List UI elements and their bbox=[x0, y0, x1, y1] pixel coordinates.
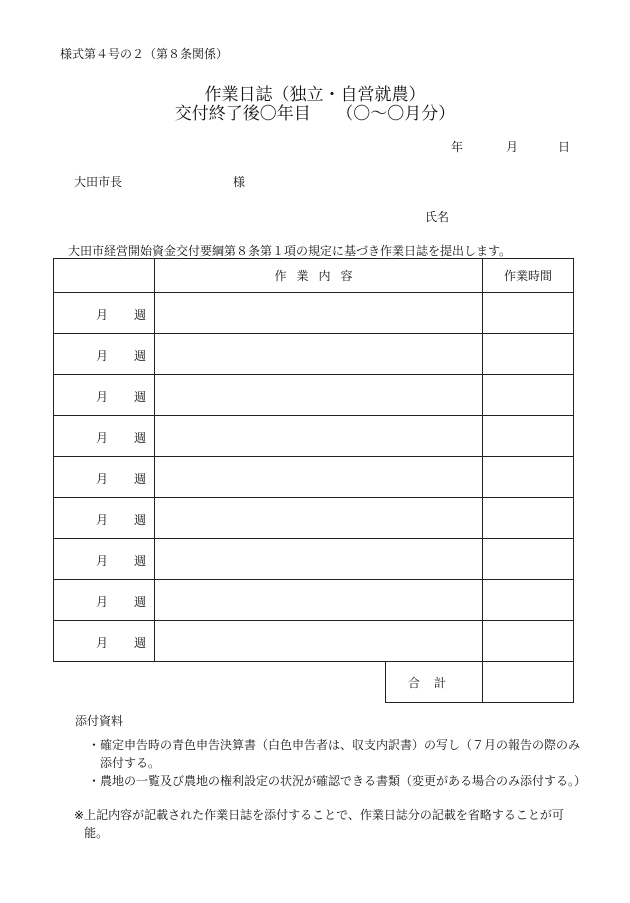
period-cell bbox=[54, 621, 155, 662]
table-header-row bbox=[54, 259, 574, 293]
table-row bbox=[54, 498, 574, 539]
total-label: 合計 bbox=[386, 662, 483, 703]
header-time: 作業時間 bbox=[483, 259, 574, 293]
month-label: 月 bbox=[96, 349, 109, 363]
table-row bbox=[54, 293, 574, 334]
month-label: 月 bbox=[96, 308, 109, 322]
submission-statement: 大田市経営開始資金交付要綱第８条第１項の規定に基づき作業日誌を提出します。 bbox=[68, 244, 512, 258]
total-spacer bbox=[54, 662, 386, 703]
month-label: 月 bbox=[96, 390, 109, 404]
table-row bbox=[54, 580, 574, 621]
period-cell bbox=[54, 416, 155, 457]
work-time-cell[interactable] bbox=[483, 580, 574, 621]
week-label: 週 bbox=[134, 513, 147, 527]
header-period-cell bbox=[54, 259, 155, 293]
attachments-title: 添付資料 bbox=[75, 714, 124, 728]
work-content-cell[interactable] bbox=[155, 416, 483, 457]
period-cell bbox=[54, 498, 155, 539]
period-cell bbox=[54, 580, 155, 621]
total-time-cell[interactable] bbox=[483, 662, 574, 703]
note-text: 上記内容が記載された作業日誌を添付することで、作業日誌分の記載を省略することが可能。 bbox=[84, 808, 564, 840]
attachment-item bbox=[88, 772, 587, 790]
week-label: 週 bbox=[134, 554, 147, 568]
month-label: 月 bbox=[96, 595, 109, 609]
work-time-cell[interactable] bbox=[483, 457, 574, 498]
applicant-name-label: 氏名 bbox=[425, 210, 450, 224]
header-content: 作業内容 bbox=[155, 259, 483, 293]
note-mark: ※ bbox=[74, 808, 85, 822]
addressee-honorific: 様 bbox=[233, 175, 246, 189]
work-log-table bbox=[53, 258, 574, 703]
month-label: 月 bbox=[96, 431, 109, 445]
bullet-mark: ・ bbox=[88, 774, 101, 788]
work-content-cell[interactable] bbox=[155, 498, 483, 539]
work-content-cell[interactable] bbox=[155, 334, 483, 375]
work-time-cell[interactable] bbox=[483, 416, 574, 457]
bullet-mark: ・ bbox=[88, 738, 101, 752]
document-subtitle: 交付終了後〇年目 （〇～〇月分） bbox=[174, 104, 456, 124]
date-year-label: 年 bbox=[451, 140, 464, 154]
date-day-label: 日 bbox=[558, 140, 571, 154]
work-time-cell[interactable] bbox=[483, 334, 574, 375]
work-content-cell[interactable] bbox=[155, 457, 483, 498]
week-label: 週 bbox=[134, 390, 147, 404]
period-cell bbox=[54, 293, 155, 334]
period-cell bbox=[54, 375, 155, 416]
month-label: 月 bbox=[96, 472, 109, 486]
attachment-item bbox=[88, 736, 583, 772]
month-label: 月 bbox=[96, 513, 109, 527]
work-content-cell[interactable] bbox=[155, 539, 483, 580]
period-cell bbox=[54, 539, 155, 580]
form-number: 様式第４号の２（第８条関係） bbox=[60, 47, 229, 61]
period-cell bbox=[54, 334, 155, 375]
document-title: 作業日誌（独立・自営就農） bbox=[204, 85, 426, 105]
week-label: 週 bbox=[134, 431, 147, 445]
table-row bbox=[54, 457, 574, 498]
work-content-cell[interactable] bbox=[155, 580, 483, 621]
table-row bbox=[54, 375, 574, 416]
work-time-cell[interactable] bbox=[483, 293, 574, 334]
week-label: 週 bbox=[134, 349, 147, 363]
table-row bbox=[54, 621, 574, 662]
table-row bbox=[54, 334, 574, 375]
work-time-cell[interactable] bbox=[483, 498, 574, 539]
work-content-cell[interactable] bbox=[155, 375, 483, 416]
date-month-label: 月 bbox=[506, 140, 519, 154]
week-label: 週 bbox=[134, 308, 147, 322]
attachment-note bbox=[74, 806, 579, 842]
month-label: 月 bbox=[96, 554, 109, 568]
work-time-cell[interactable] bbox=[483, 621, 574, 662]
total-row bbox=[54, 662, 574, 703]
month-label: 月 bbox=[96, 636, 109, 650]
table-row bbox=[54, 416, 574, 457]
table-row bbox=[54, 539, 574, 580]
period-cell bbox=[54, 457, 155, 498]
work-time-cell[interactable] bbox=[483, 375, 574, 416]
addressee-name: 大田市長 bbox=[74, 175, 123, 189]
attachment-item-text: 確定申告時の青色申告決算書（白色申告者は、収支内訳書）の写し（７月の報告の際のみ添付する。 bbox=[100, 738, 581, 770]
week-label: 週 bbox=[134, 636, 147, 650]
week-label: 週 bbox=[134, 595, 147, 609]
week-label: 週 bbox=[134, 472, 147, 486]
work-time-cell[interactable] bbox=[483, 539, 574, 580]
work-content-cell[interactable] bbox=[155, 621, 483, 662]
work-content-cell[interactable] bbox=[155, 293, 483, 334]
attachment-item-text: 農地の一覧及び農地の権利設定の状況が確認できる書類（変更がある場合のみ添付する。） bbox=[100, 774, 587, 788]
